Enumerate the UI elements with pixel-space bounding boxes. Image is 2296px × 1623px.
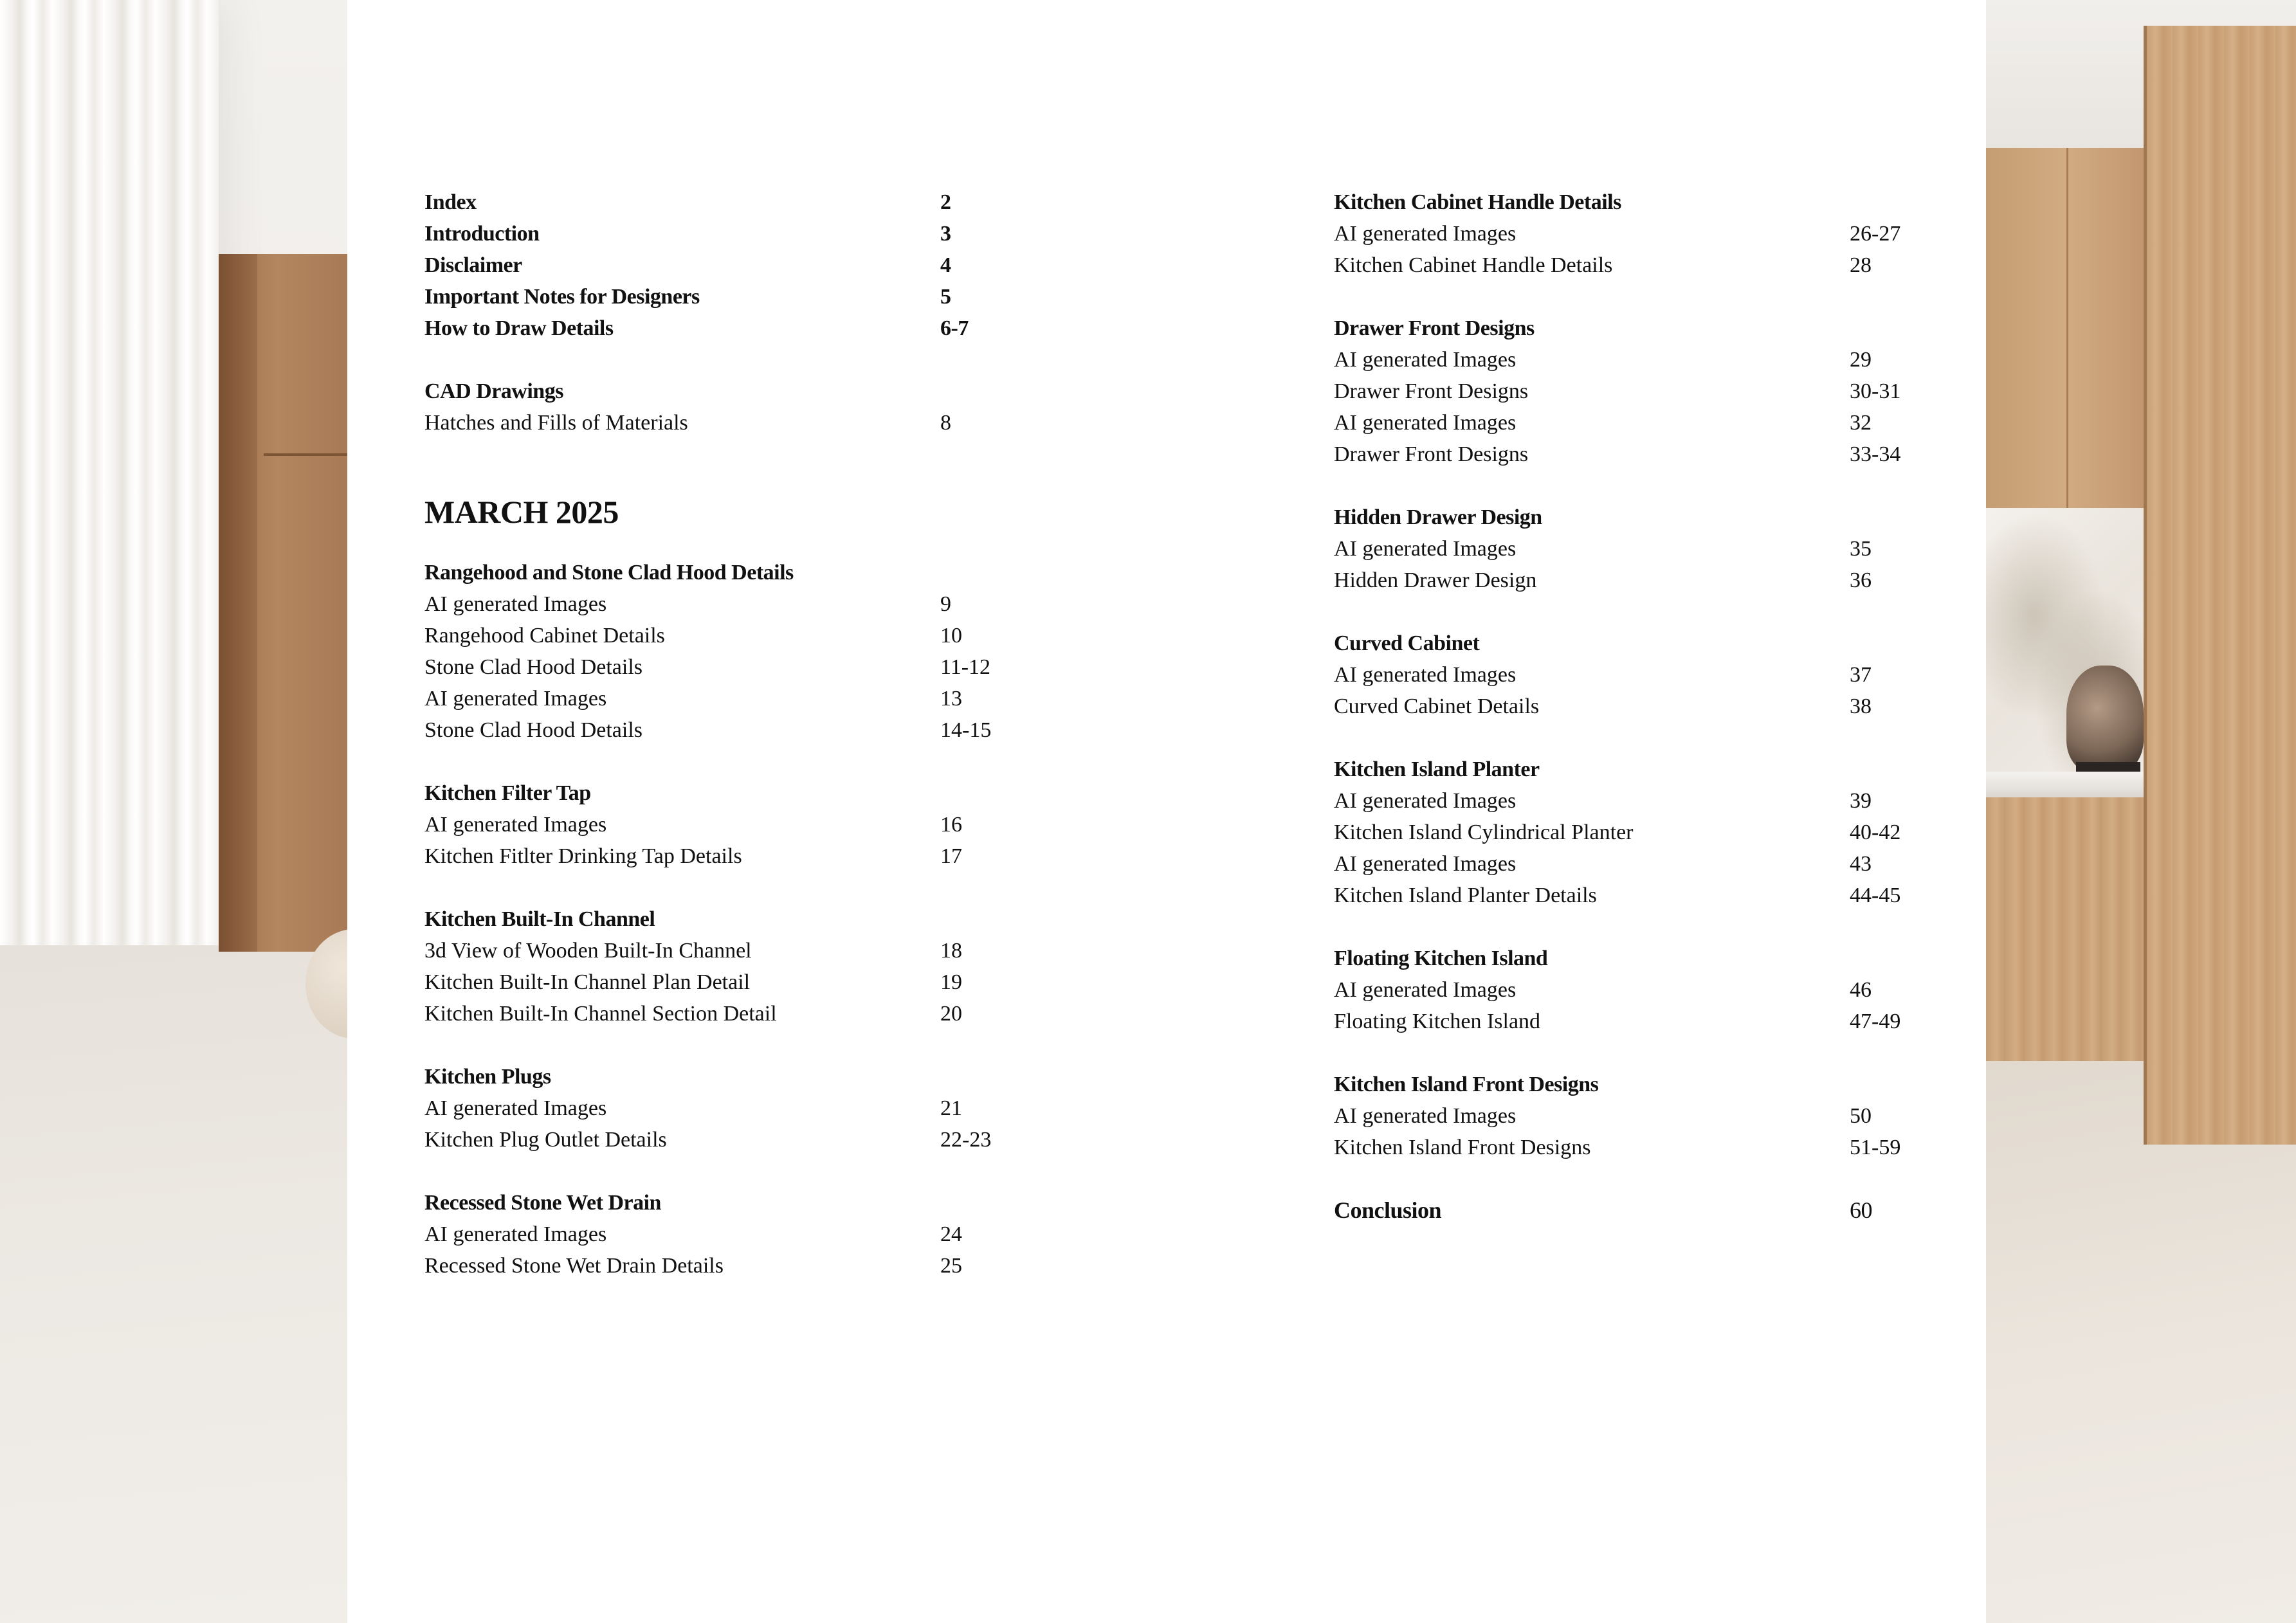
section-heading <box>424 777 1003 809</box>
toc-entry[interactable] <box>424 186 1003 218</box>
spacer <box>424 344 1003 376</box>
toc-entry-page: 37 <box>1850 663 1872 687</box>
section-heading <box>1334 502 1913 533</box>
toc-entry[interactable] <box>1334 880 1913 911</box>
toc-entry-title: AI generated Images <box>424 687 607 711</box>
toc-entry-page: 29 <box>1850 348 1872 372</box>
spacer <box>424 1156 1003 1187</box>
index-page <box>347 0 1986 1623</box>
section-heading <box>1334 943 1913 974</box>
toc-entry-page: 10 <box>940 624 962 648</box>
toc-entry-title: Introduction <box>424 222 540 246</box>
toc-entry-page: 50 <box>1850 1104 1872 1128</box>
wood-floor <box>0 945 347 1623</box>
toc-entry-page: 24 <box>940 1222 962 1246</box>
toc-entry[interactable] <box>424 809 1003 840</box>
toc-entry-title: 3d View of Wooden Built-In Channel <box>424 939 752 963</box>
toc-entry-page: 11-12 <box>940 655 991 679</box>
tall-wood-panel <box>2147 26 2296 1145</box>
toc-entry-page: 21 <box>940 1096 962 1120</box>
section-heading <box>1334 628 1913 659</box>
toc-entry[interactable] <box>424 1124 1003 1156</box>
toc-entry-title: AI generated Images <box>1334 789 1517 813</box>
toc-entry-title: Hatches and Fills of Materials <box>424 411 688 435</box>
toc-entry[interactable] <box>1334 659 1913 691</box>
toc-entry-page: 6-7 <box>940 316 969 340</box>
toc-entry-page: 43 <box>1850 852 1872 876</box>
toc-entry-page: 36 <box>1850 568 1872 592</box>
toc-entry[interactable] <box>1334 565 1913 596</box>
section-heading <box>424 557 1003 588</box>
toc-entry-title: Curved Cabinet Details <box>1334 694 1540 718</box>
toc-entry-title: AI generated Images <box>1334 852 1517 876</box>
toc-entry-title: AI generated Images <box>1334 1104 1517 1128</box>
toc-entry-title: AI generated Images <box>1334 348 1517 372</box>
toc-entry[interactable] <box>424 840 1003 872</box>
section-heading-text: Rangehood and Stone Clad Hood Details <box>424 561 794 585</box>
door-panel-line <box>264 453 347 456</box>
door-frame <box>219 254 257 952</box>
section-heading-text: Hidden Drawer Design <box>1334 505 1542 529</box>
section-heading <box>424 376 1003 407</box>
section-heading <box>1334 754 1913 785</box>
toc-entry-page: 28 <box>1850 253 1872 277</box>
countertop <box>1986 772 2147 797</box>
toc-entry-page: 44-45 <box>1850 884 1901 907</box>
toc-entry[interactable] <box>424 588 1003 620</box>
toc-entry-page: 17 <box>940 844 962 868</box>
toc-entry[interactable] <box>424 935 1003 966</box>
toc-entry[interactable] <box>1334 1006 1913 1037</box>
toc-entry[interactable] <box>424 407 1003 439</box>
section-heading-text: Kitchen Cabinet Handle Details <box>1334 190 1621 214</box>
toc-entry-page: 46 <box>1850 978 1872 1002</box>
toc-entry-title: Kitchen Island Cylindrical Planter <box>1334 821 1634 844</box>
toc-entry-title: Kitchen Island Planter Details <box>1334 884 1597 907</box>
section-heading-text: Kitchen Plugs <box>424 1065 551 1089</box>
toc-right-column <box>1334 186 1913 1226</box>
toc-entry-page: 22-23 <box>940 1128 992 1152</box>
toc-entry[interactable] <box>1334 533 1913 565</box>
spacer <box>1334 470 1913 502</box>
toc-entry-title: Hidden Drawer Design <box>1334 568 1537 592</box>
toc-entry-title: Drawer Front Designs <box>1334 379 1529 403</box>
toc-entry[interactable] <box>1334 691 1913 722</box>
section-heading <box>1334 313 1913 344</box>
toc-entry[interactable] <box>424 998 1003 1029</box>
toc-entry-title: AI generated Images <box>424 1222 607 1246</box>
section-heading <box>424 903 1003 935</box>
section-heading <box>424 1061 1003 1093</box>
toc-entry-title: AI generated Images <box>424 813 607 837</box>
toc-entry[interactable] <box>1334 344 1913 376</box>
toc-entry[interactable] <box>424 313 1003 344</box>
section-heading-text: Kitchen Island Front Designs <box>1334 1073 1599 1096</box>
toc-entry-title: Rangehood Cabinet Details <box>424 624 665 648</box>
toc-entry-page: 3 <box>940 222 951 246</box>
section-heading-text: Recessed Stone Wet Drain <box>424 1191 661 1215</box>
toc-entry-title: AI generated Images <box>1334 978 1517 1002</box>
section-heading-text: Floating Kitchen Island <box>1334 947 1548 970</box>
spacer <box>1334 722 1913 754</box>
section-heading <box>424 1187 1003 1219</box>
toc-entry-title: Stone Clad Hood Details <box>424 655 643 679</box>
toc-entry-title: Floating Kitchen Island <box>1334 1010 1541 1033</box>
section-heading <box>1334 1069 1913 1100</box>
section-heading-text: Kitchen Island Planter <box>1334 757 1540 781</box>
wood-floor <box>1986 1061 2296 1623</box>
kitchen-interior-photo <box>1986 0 2296 1623</box>
toc-entry-title: Index <box>424 190 477 214</box>
toc-entry-page: 13 <box>940 687 962 711</box>
section-heading-text: Kitchen Built-In Channel <box>424 907 655 931</box>
toc-entry[interactable] <box>424 651 1003 683</box>
toc-entry-page: 19 <box>940 970 962 994</box>
toc-entry-title: Kitchen Built-In Channel Section Detail <box>424 1002 777 1026</box>
section-heading-text: Drawer Front Designs <box>1334 316 1535 340</box>
toc-entry[interactable] <box>424 1250 1003 1282</box>
toc-entry[interactable] <box>1334 376 1913 407</box>
toc-entry[interactable] <box>424 218 1003 249</box>
toc-entry-page: 40-42 <box>1850 821 1901 844</box>
curtain-interior-photo <box>0 0 347 1623</box>
lower-cabinet <box>1986 797 2147 1061</box>
toc-entry-title: Kitchen Fitlter Drinking Tap Details <box>424 844 742 868</box>
toc-entry[interactable] <box>1334 785 1913 817</box>
toc-entry[interactable] <box>1334 439 1913 470</box>
toc-entry-title: Kitchen Plug Outlet Details <box>424 1128 667 1152</box>
toc-entry[interactable] <box>1334 407 1913 439</box>
toc-entry-title: AI generated Images <box>1334 411 1517 435</box>
spacer <box>1334 1163 1913 1195</box>
toc-entry-page: 8 <box>940 411 951 435</box>
toc-entry-title: AI generated Images <box>1334 222 1517 246</box>
spacer <box>424 872 1003 903</box>
spacer <box>1334 596 1913 628</box>
toc-entry[interactable] <box>1334 817 1913 848</box>
toc-entry-title: Conclusion <box>1334 1197 1442 1223</box>
toc-entry-title: Kitchen Cabinet Handle Details <box>1334 253 1613 277</box>
vase <box>2066 666 2144 772</box>
spacer <box>1334 281 1913 313</box>
toc-entry-title: Important Notes for Designers <box>424 285 700 309</box>
toc-entry[interactable] <box>1334 249 1913 281</box>
toc-entry-page: 4 <box>940 253 951 277</box>
toc-entry-page: 47-49 <box>1850 1010 1901 1033</box>
toc-entry-page: 16 <box>940 813 962 837</box>
toc-entry[interactable] <box>424 683 1003 714</box>
spacer <box>424 439 1003 493</box>
toc-entry-page: 25 <box>940 1254 962 1278</box>
toc-entry-page: 20 <box>940 1002 962 1026</box>
toc-entry-title: Stone Clad Hood Details <box>424 718 643 742</box>
toc-entry[interactable] <box>424 281 1003 313</box>
toc-entry-page: 2 <box>940 190 951 214</box>
toc-entry-page: 60 <box>1850 1197 1872 1223</box>
toc-entry[interactable] <box>1334 1100 1913 1132</box>
section-heading-text: CAD Drawings <box>424 379 563 403</box>
toc-entry[interactable] <box>424 249 1003 281</box>
toc-entry[interactable] <box>424 1219 1003 1250</box>
toc-entry-title: AI generated Images <box>1334 537 1517 561</box>
section-heading-text: Kitchen Filter Tap <box>424 781 591 805</box>
toc-entry-page: 30-31 <box>1850 379 1901 403</box>
toc-entry-page: 9 <box>940 592 951 616</box>
toc-entry-page: 51-59 <box>1850 1136 1901 1159</box>
toc-entry[interactable] <box>1334 218 1913 249</box>
toc-entry-page: 38 <box>1850 694 1872 718</box>
toc-entry[interactable] <box>424 966 1003 998</box>
vase-base <box>2076 762 2140 772</box>
toc-entry[interactable] <box>424 1093 1003 1124</box>
spacer <box>1334 1037 1913 1069</box>
cabinet-seam <box>2066 148 2068 508</box>
toc-entry-page: 26-27 <box>1850 222 1901 246</box>
toc-entry-page: 33-34 <box>1850 442 1901 466</box>
toc-entry-title: Kitchen Island Front Designs <box>1334 1136 1591 1159</box>
toc-entry-title: AI generated Images <box>424 1096 607 1120</box>
spacer <box>424 1029 1003 1061</box>
month-heading: MARCH 2025 <box>424 494 619 530</box>
toc-entry-title: Drawer Front Designs <box>1334 442 1529 466</box>
toc-entry-page: 39 <box>1850 789 1872 813</box>
toc-left-column <box>424 186 1003 1282</box>
toc-entry[interactable] <box>1334 848 1913 880</box>
toc-entry-title: AI generated Images <box>1334 663 1517 687</box>
toc-entry-page: 18 <box>940 939 962 963</box>
toc-entry[interactable] <box>424 620 1003 651</box>
spacer <box>424 746 1003 777</box>
toc-entry-page: 35 <box>1850 537 1872 561</box>
toc-entry-title: Disclaimer <box>424 253 522 277</box>
toc-entry-title: How to Draw Details <box>424 316 614 340</box>
toc-entry[interactable] <box>1334 1132 1913 1163</box>
toc-entry[interactable] <box>1334 974 1913 1006</box>
toc-entry[interactable] <box>424 714 1003 746</box>
toc-entry-title: Kitchen Built-In Channel Plan Detail <box>424 970 751 994</box>
toc-entry-page: 14-15 <box>940 718 992 742</box>
toc-entry-page: 32 <box>1850 411 1872 435</box>
spacer <box>1334 911 1913 943</box>
toc-entry-title: Recessed Stone Wet Drain Details <box>424 1254 724 1278</box>
toc-entry-conclusion[interactable] <box>1334 1195 1913 1226</box>
toc-entry-page: 5 <box>940 285 951 309</box>
toc-entry-title: AI generated Images <box>424 592 607 616</box>
section-heading <box>1334 186 1913 218</box>
section-heading-text: Curved Cabinet <box>1334 631 1480 655</box>
